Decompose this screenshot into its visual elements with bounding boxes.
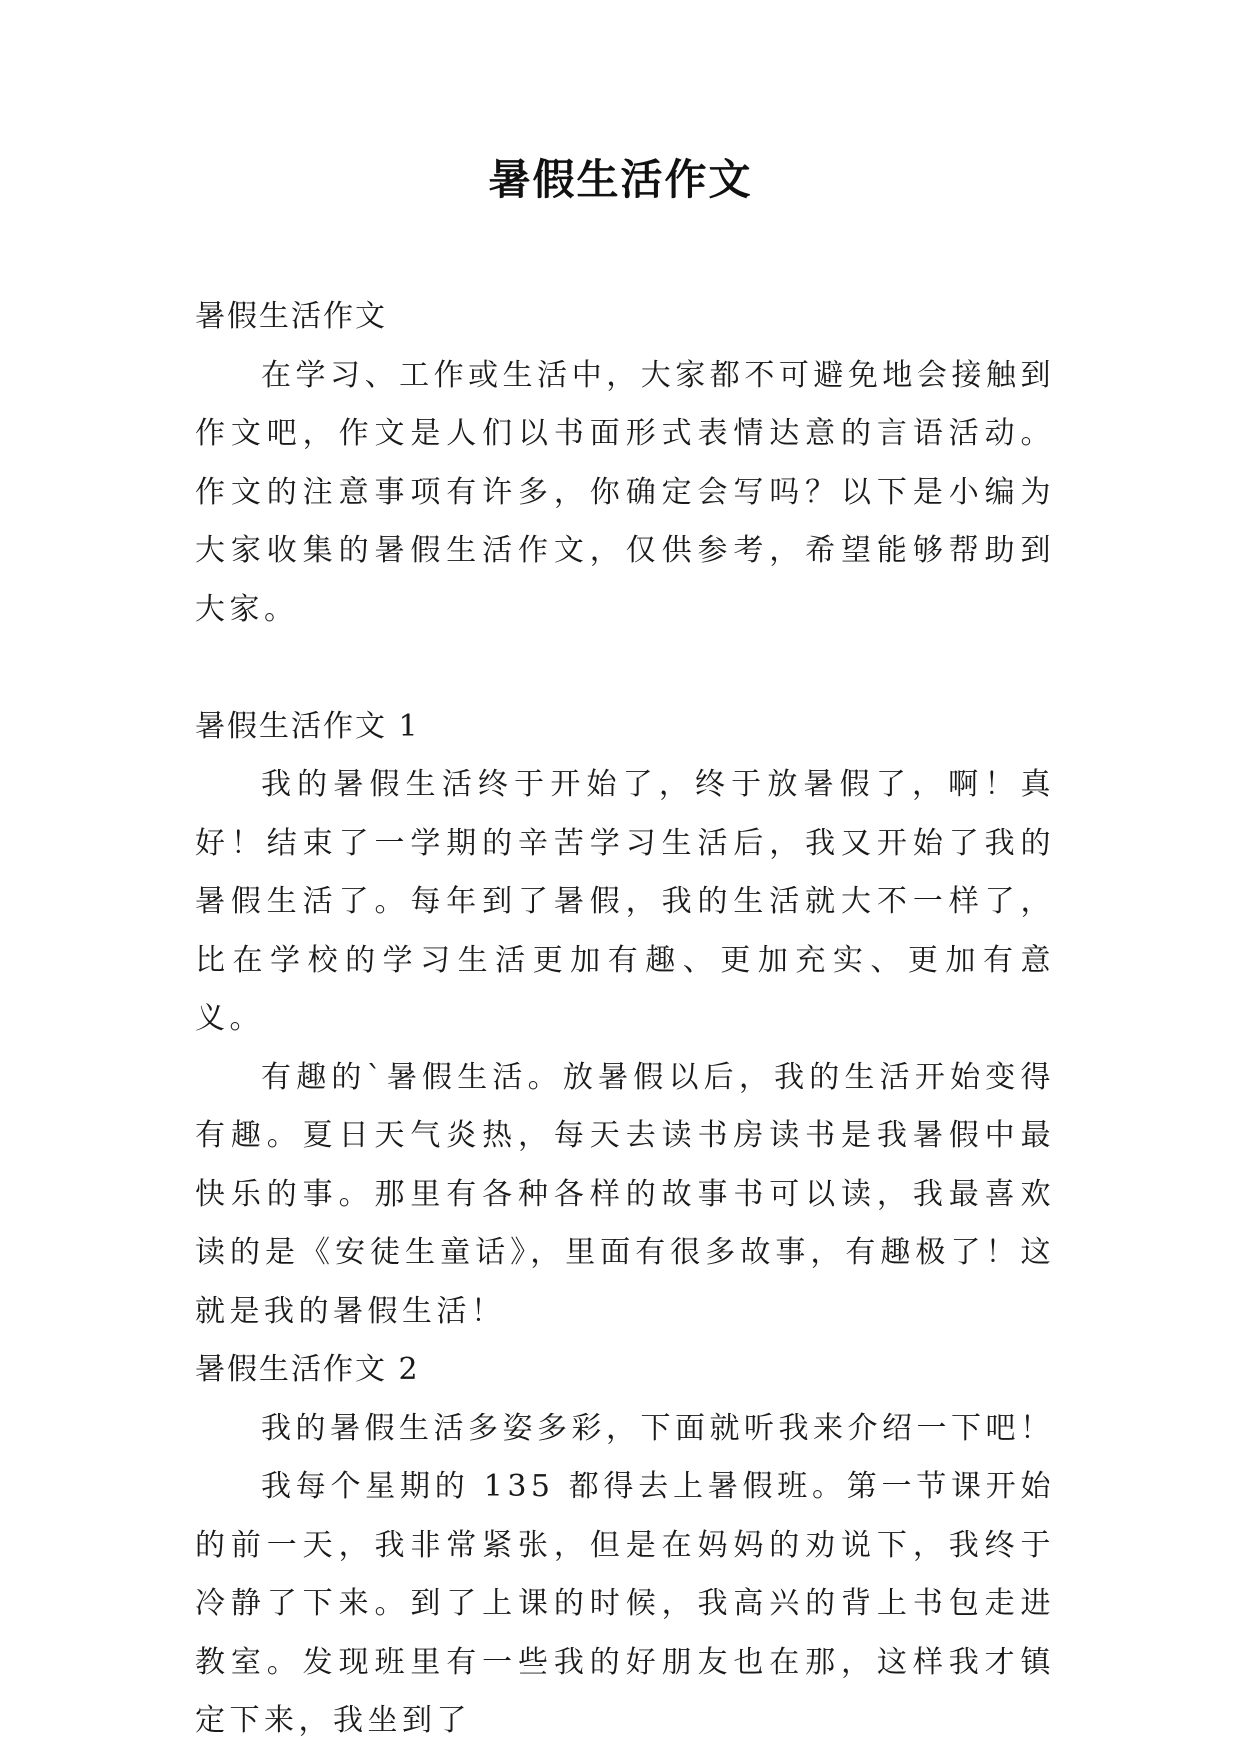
intro-paragraph: 在学习、工作或生活中，大家都不可避免地会接触到作文吧，作文是人们以书面形式表情达意的言语活动。作文的注意事项有许多，你确定会写吗？以下是小编为大家收集的暑假生活作文，仅供参考，希望能够帮助到大家。 <box>195 357 1055 627</box>
intro-heading: 暑假生活作文 <box>195 299 387 334</box>
section-heading-2: 暑假生活作文 2 <box>195 1352 420 1387</box>
section-2-paragraph-2: 我每个星期的 135 都得去上暑假班。第一节课开始的前一天，我非常紧张，但是在妈妈的劝说下，我终于冷静了下来。到了上课的时候，我高兴的背上书包走进教室。发现班里有一些我的好朋友也在那，这样我才镇定下来，我坐到了 <box>195 1469 1055 1738</box>
document-title: 暑假生活作文 <box>488 155 753 204</box>
section-2-paragraph-1: 我的暑假生活多姿多彩，下面就听我来介绍一下吧！ <box>261 1410 1055 1446</box>
section-1-paragraph-1: 我的暑假生活终于开始了，终于放暑假了，啊！真好！结束了一学期的辛苦学习生活后，我又开始了我的暑假生活了。每年到了暑假，我的生活就大不一样了，比在学校的学习生活更加有趣、更加充实、更加有意义。 <box>195 767 1055 1036</box>
section-1-paragraph-2: 有趣的`暑假生活。放暑假以后，我的生活开始变得有趣。夏日天气炎热，每天去读书房读书是我暑假中最快乐的事。那里有各种各样的故事书可以读，我最喜欢读的是《安徒生童话》，里面有很多故事，有趣极了！这就是我的暑假生活！ <box>195 1059 1055 1329</box>
section-heading-1: 暑假生活作文 1 <box>195 708 420 744</box>
section-spacer <box>195 639 1055 698</box>
document-body <box>195 288 1055 1751</box>
